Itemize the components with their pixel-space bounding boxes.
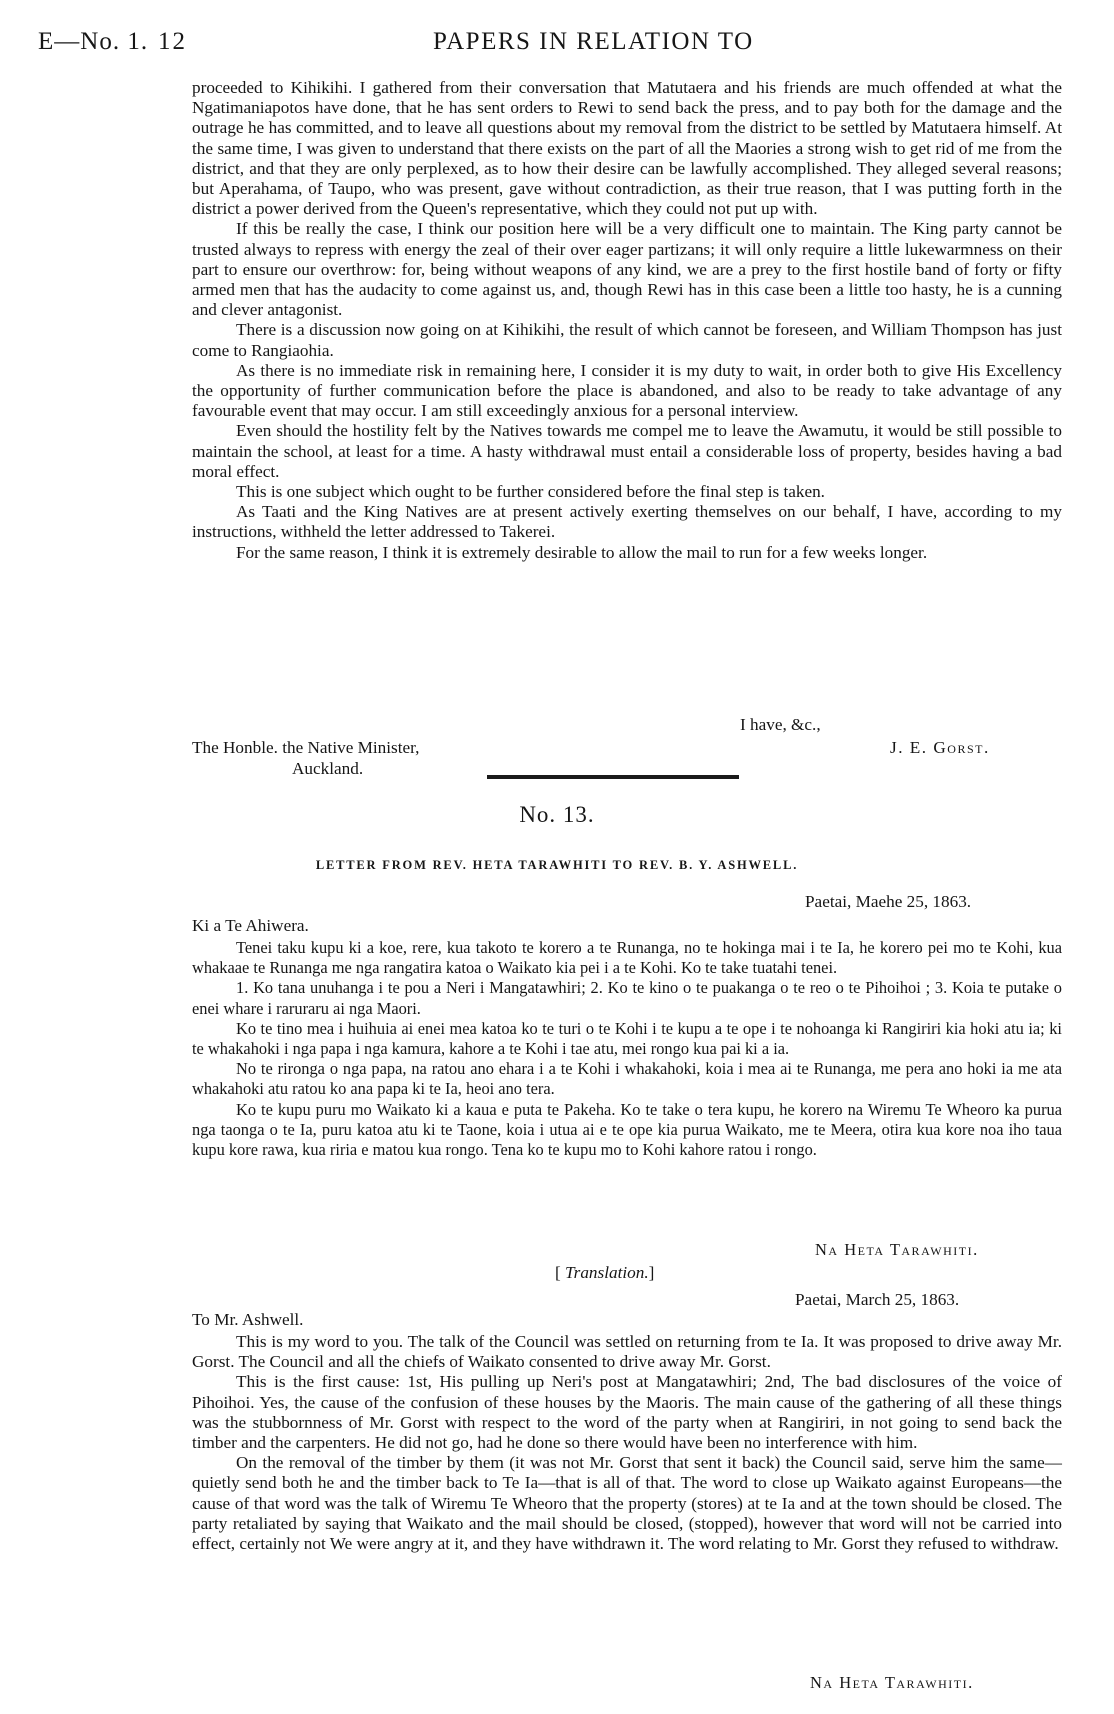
paragraph: As Taati and the King Natives are at present actively exerting themselves on our behalf, I have, according to my instructions, withheld the letter addressed to Takerei. [192,502,1062,542]
paragraph: If this be really the case, I think our position here will be a very difficult one to maintain. The King party cannot be trusted always to repress with energy the zeal of their over eager partizans; it will only require a little lukewarmness on their part to ensure our overthrow: for, being without weapons of any kind, we are a prey to the first hostile band of forty or fifty armed men that has the audacity to come against us, and, though Rewi has in this case been a little too hasty, he is a cunning and clever antagonist. [192,219,1062,320]
paragraph: Tenei taku kupu ki a koe, rere, kua takoto te korero a te Runanga, no te hokinga mai i te Ia, he korero pei mo te Kohi, kua whakaae te Runanga me nga rangatira katoa o Waikato kia pei i a te Kohi. Ko te take tuatahi tenei. [192,938,1062,978]
addressee-line: The Honble. the Native Minister, [192,738,420,757]
paragraph: This is one subject which ought to be further considered before the final step is taken. [236,482,825,502]
paragraph: 1. Ko tana unuhanga i te pou a Neri i Mangatawhiri; 2. Ko te kino o te puakanga o te reo o te Pihoihoi ; 3. Koia te putake o enei whare i raruraru ai nga Maori. [192,978,1062,1018]
addressee-location: Auckland. [292,759,364,778]
document-number: No. 13. [519,802,595,827]
paragraph: proceeded to Kihikihi. I gathered from their conversation that Matutaera and his friends are much offended at what the Ngatimaniapotos have done, that he has sent orders to Rewi to send back the press, and to pay both for the damage and the outrage he has committed, and to leave all questions about my removal from the district to be settled by Matutaera himself. At the same time, I was given to understand that there exists on the part of all the Maories a strong wish to get rid of me from the district, and that they are only perplexed, as to how their desire can be lawfully accomplished. They alleged several reasons; but Aperahama, of Taupo, who was present, gave without contradiction, as their true reason, that I was putting forth in the district a power derived from the Queen's representative, which they could not put up with. [192,78,1062,219]
maori-dateline: Paetai, Maehe 25, 1863. [805,892,972,911]
paragraph: No te rironga o nga papa, na ratou ano ehara i a te Kohi i whakahoki, koia i mea ai te Runanga, me pera ano hoki ia me ata whakahoki atu ratou ko ana papa ki te Ia, heoi ano tera. [192,1059,1062,1099]
paragraph: Ko te tino mea i huihuia ai enei mea katoa ko te turi o te Kohi i te kupu a te ope i te nohoanga ki Rangiriri kia hoki atu ia; ki te whakahoki i nga papa i nga kamura, kahore a te Kohi i tae atu, mei rongo kua pai ki a ia. [192,1018,1062,1059]
running-title: PAPERS IN RELATION TO [433,28,754,55]
paragraph: This is the first cause: 1st, His pulling up Neri's post at Mangatawhiri; 2nd, The bad disclosures of the voice of Pihoihoi. Yes, the cause of the confusion of these houses by the Maoris. The main cause of the gathering of all these things was the stubbornness of Mr. Gorst with respect to the word of the party when at Rangiriri, in not going to send back the timber and the carpenters. He did not go, had he done so there would have been no interference with him. [192,1372,1062,1453]
section-divider [487,775,739,779]
letter-title: LETTER FROM REV. HETA TARAWHITI TO REV. B. Y. ASHWELL. [315,858,799,872]
translation-heading: [ Translation.] [555,1263,655,1282]
signature-translation: Na Heta Tarawhiti. [810,1673,974,1692]
translation-label: Translation. [565,1263,649,1282]
maori-salutation: Ki a Te Ahiwera. [192,916,309,935]
paragraph: For the same reason, I think it is extremely desirable to allow the mail to run for a few weeks longer. [236,542,928,562]
translation-dateline: Paetai, March 25, 1863. [795,1290,960,1309]
letter-closing: I have, &c., [740,715,821,734]
paragraph: On the removal of the timber by them (it was not Mr. Gorst that sent it back) the Council said, serve him the same—quietly send both he and the timber back to Te Ia—that is all of that. The word to close up Waikato against Europeans—the cause of that word was the talk of Wiremu Te Wheoro that the property (stores) at te Ia and at the town should be closed. The party retaliated by saying that Waikato and the mail should be closed, (stopped), however that word will not be carried into effect, certainly not We were angry at it, and they have withdrawn it. The word relating to Mr. Gorst they refused to withdraw. [192,1453,1062,1554]
page-number: 12 [158,28,187,55]
paragraph: Ko te kupu puru mo Waikato ki a kaua e puta te Pakeha. Ko te take o tera kupu, he korero na Wiremu Te Wheoro ka purua nga taonga o te Ia, puru katoa atu ki te Taone, koia i utua ai e te ope kia purua Waikato, me te Meera, otira kua kore noa iho taua kupu kore rawa, kua riria e matou kua rongo. Tena ko te kupu mo to Kohi kahore ratou i rongo. [192,1099,1062,1160]
paragraph: This is my word to you. The talk of the Council was settled on returning from te Ia. It was proposed to drive away Mr. Gorst. The Council and all the chiefs of Waikato consented to drive away Mr. Gorst. [192,1332,1062,1372]
translation-salutation: To Mr. Ashwell. [192,1310,304,1329]
translation-body [192,1332,1062,1554]
document-reference: E—No. 1. [38,28,149,55]
page-header [38,28,1076,68]
paragraph: There is a discussion now going on at Kihikihi, the result of which cannot be foreseen, and William Thompson has just come to Rangiaohia. [192,320,1062,360]
paragraph: Even should the hostility felt by the Natives towards me compel me to leave the Awamutu, it would be still possible to maintain the school, at least for a time. A hasty withdrawal must entail a considerable loss of property, besides having a bad moral effect. [192,421,1062,481]
maori-letter-body [192,938,1062,1160]
gorst-letter-body [192,78,1062,563]
paragraph: As there is no immediate risk in remaining here, I consider it is my duty to wait, in order both to give His Excellency the opportunity of further communication before the place is abandoned, and also to be ready to take advantage of any favourable event that may occur. I am still exceedingly anxious for a personal interview. [192,360,1062,421]
signature-gorst: J. E. Gorst. [890,738,990,757]
signature-maori: Na Heta Tarawhiti. [815,1240,979,1259]
